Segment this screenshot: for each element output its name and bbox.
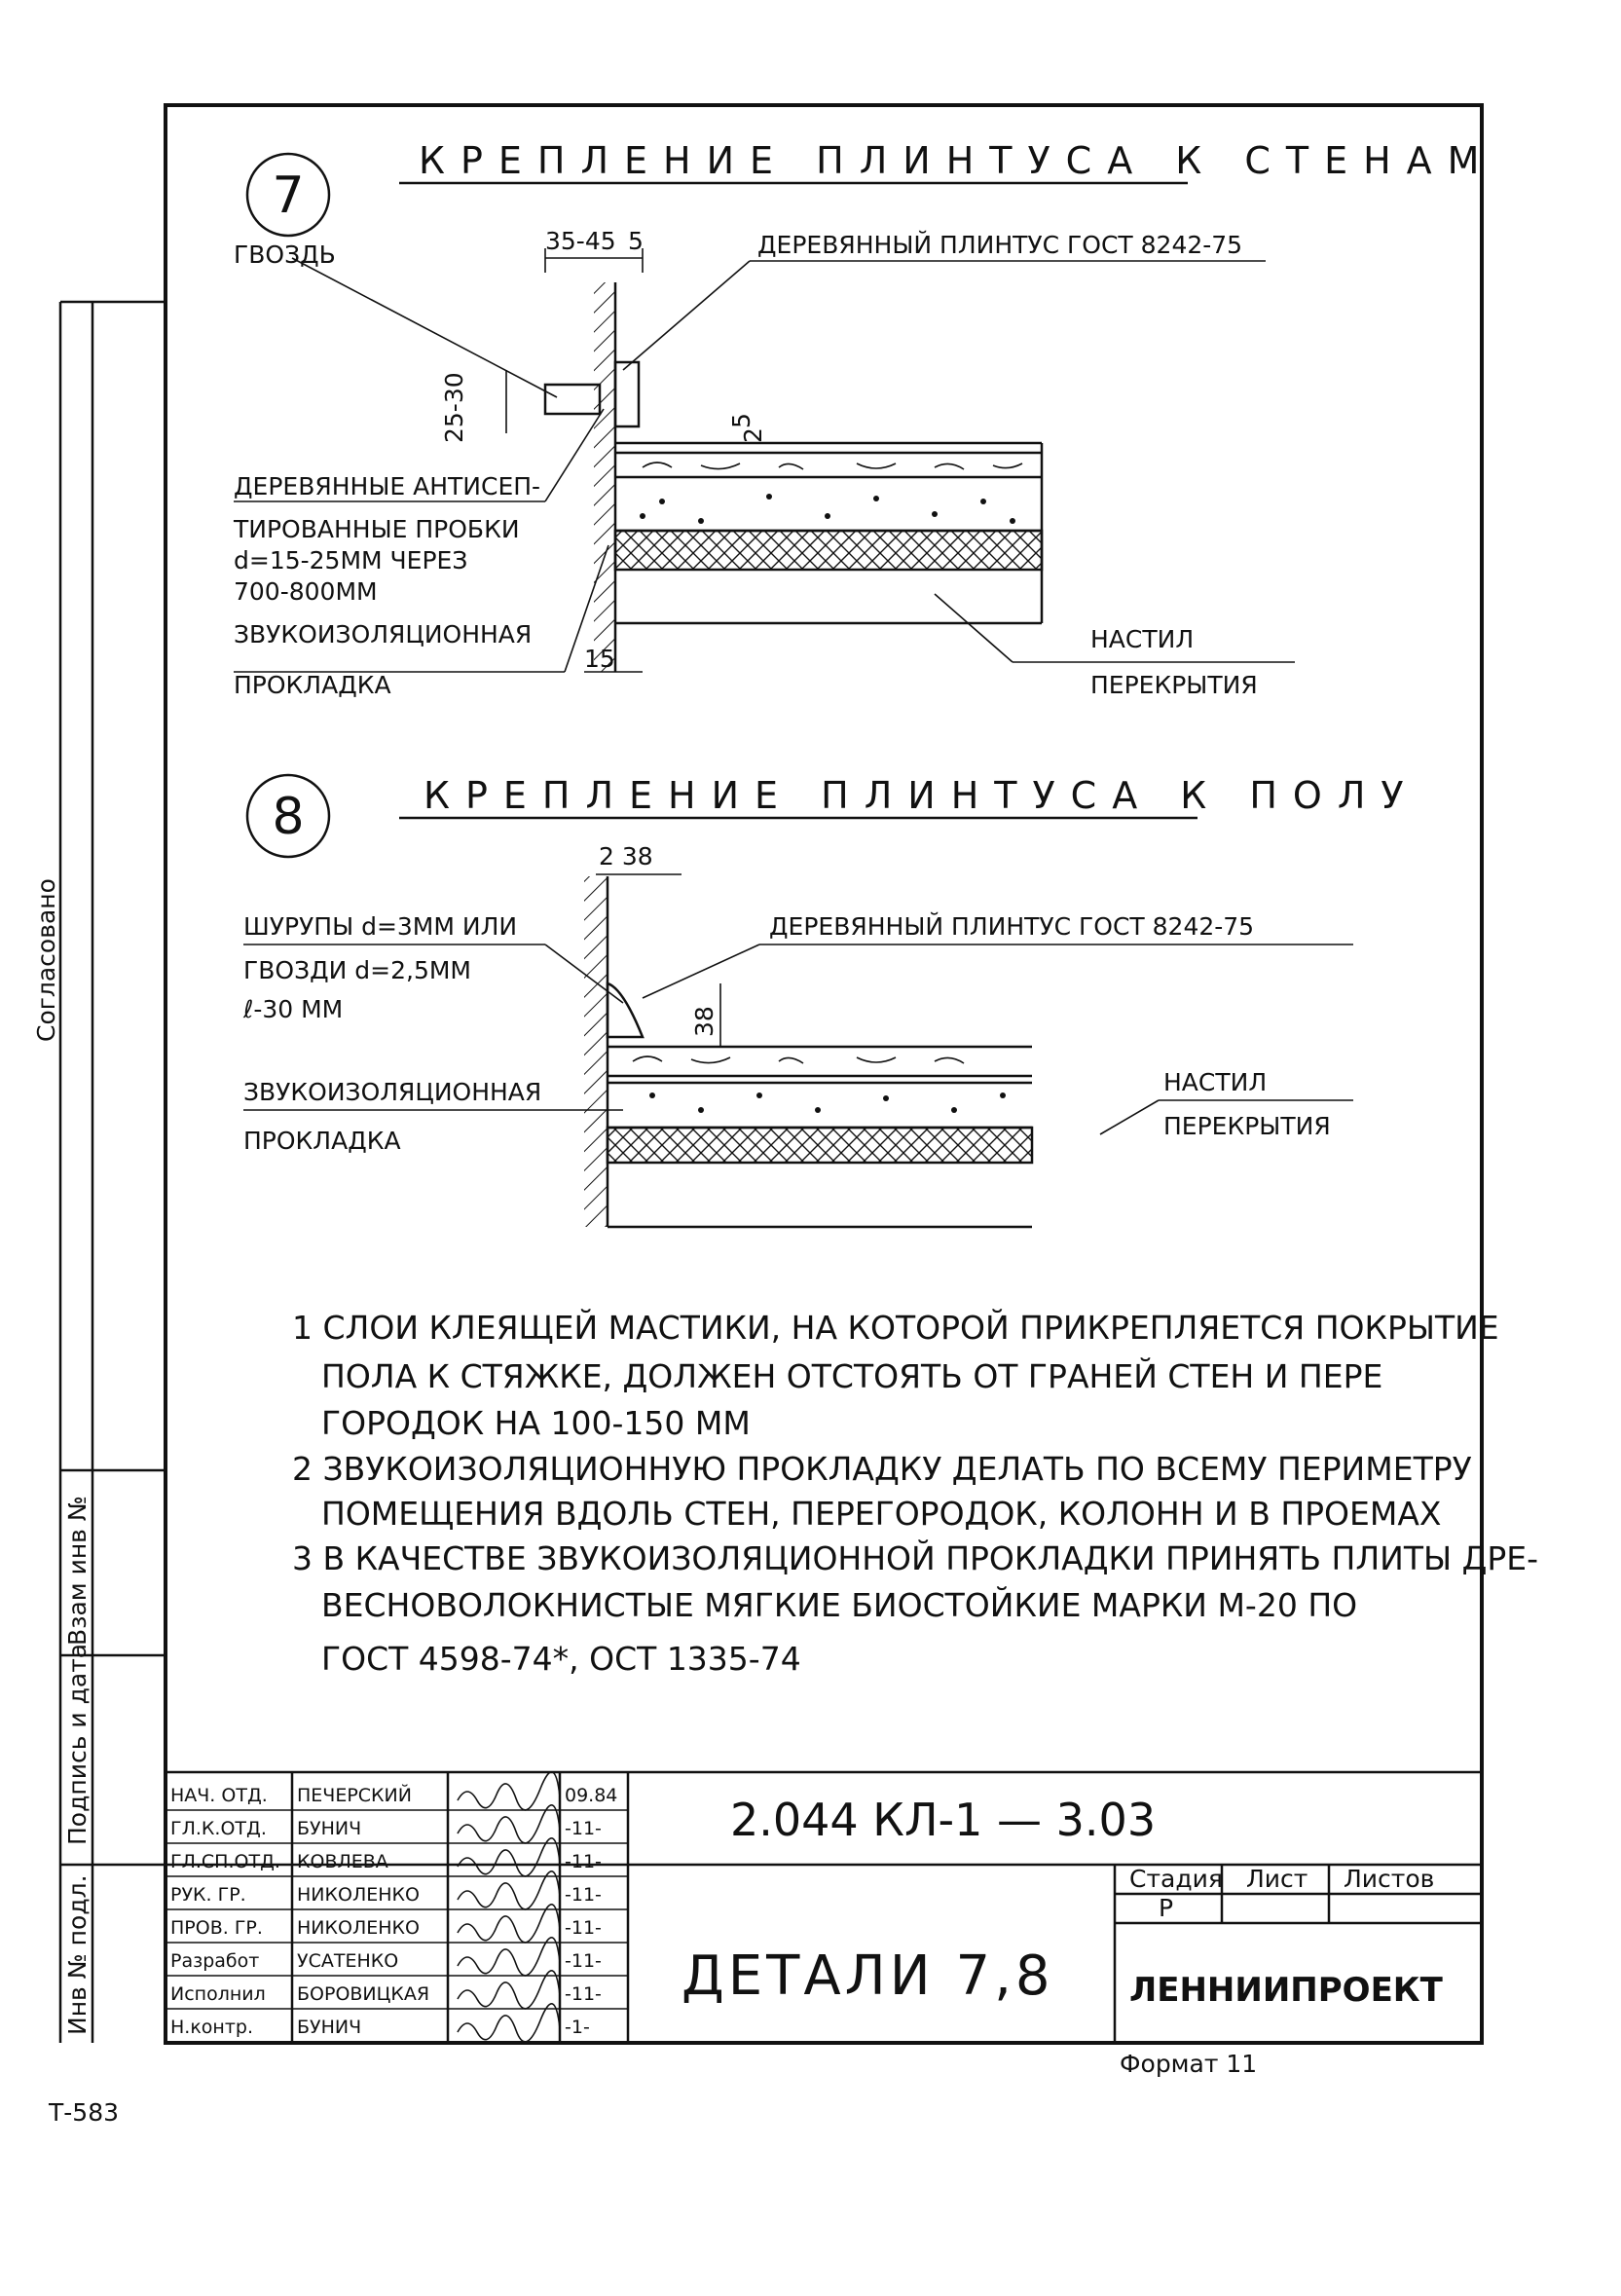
side-label-sign-date: Подпись и дата bbox=[63, 1643, 92, 1845]
plug-line: ДЕРЕВЯННЫЕ АНТИСЕП- bbox=[234, 472, 541, 500]
stamp-name: НИКОЛЕНКО bbox=[297, 1917, 420, 1939]
svg-text:5: 5 bbox=[727, 413, 755, 428]
floor-line: НАСТИЛ bbox=[1090, 625, 1195, 653]
baseboard-label-7: ДЕРЕВЯННЫЙ ПЛИНТУС ГОСТ 8242-75 bbox=[757, 231, 1243, 259]
stamp-date: 09.84 bbox=[565, 1785, 618, 1806]
detail-8 bbox=[242, 774, 1419, 1227]
format-label: Формат 11 bbox=[1120, 2050, 1258, 2078]
stamp-date: -11- bbox=[565, 1884, 602, 1906]
stage-header: Стадия bbox=[1129, 1865, 1223, 1893]
stamp-role: Н.контр. bbox=[170, 2017, 254, 2038]
document-code: 2.044 КЛ-1 — 3.03 bbox=[730, 1794, 1157, 1846]
note-line: ВЕСНОВОЛОКНИСТЫЕ МЯГКИЕ БИОСТОЙКИЕ МАРКИ М-20 ПО bbox=[321, 1586, 1358, 1624]
sheet-header: Лист bbox=[1246, 1865, 1308, 1893]
sheets-header: Листов bbox=[1344, 1865, 1435, 1893]
note-line: ПОЛА К СТЯЖКЕ, ДОЛЖЕН ОТСТОЯТЬ ОТ ГРАНЕЙ СТЕН И ПЕРЕ bbox=[321, 1357, 1383, 1395]
stamp-date: -11- bbox=[565, 1917, 602, 1939]
stamp-role: ГЛ.СП.ОТД. bbox=[170, 1851, 280, 1872]
stamp-role: НАЧ. ОТД. bbox=[170, 1785, 268, 1806]
detail-7-title: КРЕПЛЕНИЕ ПЛИНТУСА К СТЕНАМ bbox=[419, 139, 1495, 182]
sheet-title: ДЕТАЛИ 7,8 bbox=[682, 1944, 1054, 2008]
note-line: 2 ЗВУКОИЗОЛЯЦИОННУЮ ПРОКЛАДКУ ДЕЛАТЬ ПО ВСЕМУ ПЕРИМЕТРУ bbox=[292, 1450, 1472, 1488]
floor-section-8 bbox=[608, 1047, 1032, 1227]
side-label-inv-orig: Инв № подл. bbox=[63, 1874, 92, 2035]
nail-label: ГВОЗДЬ bbox=[234, 241, 336, 269]
stamp-date: -1- bbox=[565, 2017, 590, 2038]
floor-line: ПЕРЕКРЫТИЯ bbox=[1090, 671, 1258, 699]
baseboard-7 bbox=[615, 362, 639, 426]
note-line: ПОМЕЩЕНИЯ ВДОЛЬ СТЕН, ПЕРЕГОРОДОК, КОЛОНН И В ПРОЕМАХ bbox=[321, 1495, 1442, 1533]
wooden-plug bbox=[545, 385, 600, 414]
detail-7-number: 7 bbox=[272, 167, 305, 225]
detail-8-dim-top: 2 38 bbox=[599, 842, 653, 870]
floor-section-7 bbox=[615, 443, 1042, 623]
stamp-role: ПРОВ. ГР. bbox=[170, 1917, 263, 1939]
sheet-mark: Т-583 bbox=[49, 2098, 120, 2127]
side-label-swap-inv: Взам инв № bbox=[63, 1496, 92, 1646]
detail-7-dim-bottom: 15 bbox=[584, 645, 615, 673]
stamp-date: -11- bbox=[565, 1818, 602, 1839]
organization-name: ЛЕННИИПРОЕКТ bbox=[1129, 1971, 1443, 2010]
stamp-name: КОВЛЕВА bbox=[297, 1851, 388, 1872]
note-line: 1 СЛОИ КЛЕЯЩЕЙ МАСТИКИ, НА КОТОРОЙ ПРИКРЕПЛЯЕТСЯ ПОКРЫТИЕ bbox=[292, 1309, 1499, 1347]
stamp-date: -11- bbox=[565, 1983, 602, 2005]
detail-7-dim-vertical: 25-30 bbox=[440, 372, 468, 443]
gasket-line: ПРОКЛАДКА bbox=[243, 1127, 401, 1155]
detail-7-dim-top: 35-45 bbox=[545, 227, 616, 255]
note-line: ГОРОДОК НА 100-150 ММ bbox=[321, 1404, 751, 1442]
floor-line: НАСТИЛ bbox=[1163, 1068, 1268, 1096]
note-line: ГОСТ 4598-74*, ОСТ 1335-74 bbox=[321, 1640, 801, 1678]
note-line: 3 В КАЧЕСТВЕ ЗВУКОИЗОЛЯЦИОННОЙ ПРОКЛАДКИ ПРИНЯТЬ ПЛИТЫ ДРЕ- bbox=[292, 1539, 1539, 1577]
gasket-line: ПРОКЛАДКА bbox=[234, 671, 391, 699]
svg-text:2: 2 bbox=[739, 427, 767, 443]
svg-text:5: 5 bbox=[628, 227, 644, 255]
stage-value: Р bbox=[1159, 1894, 1174, 1922]
stamp-role: ГЛ.К.ОТД. bbox=[170, 1818, 267, 1839]
detail-8-number: 8 bbox=[272, 788, 305, 846]
title-block bbox=[166, 1772, 1482, 2043]
screw-line: ШУРУПЫ d=3ММ ИЛИ bbox=[243, 912, 518, 941]
baseboard-8 bbox=[608, 983, 643, 1037]
plug-line: d=15-25ММ ЧЕРЕЗ bbox=[234, 546, 468, 574]
stamp-name: УСАТЕНКО bbox=[297, 1950, 399, 1972]
detail-8-title: КРЕПЛЕНИЕ ПЛИНТУСА К ПОЛУ bbox=[424, 774, 1419, 817]
screw-line: ℓ-30 ММ bbox=[243, 995, 344, 1023]
plug-line: 700-800ММ bbox=[234, 577, 378, 606]
stamp-name: ПЕЧЕРСКИЙ bbox=[297, 1785, 412, 1806]
stamp-name: НИКОЛЕНКО bbox=[297, 1884, 420, 1906]
detail-8-dim-vertical: 38 bbox=[690, 1006, 718, 1037]
signature bbox=[458, 1772, 560, 1810]
detail-7 bbox=[233, 139, 1494, 699]
screw-line: ГВОЗДИ d=2,5ММ bbox=[243, 956, 471, 984]
stamp-name: БОРОВИЦКАЯ bbox=[297, 1983, 430, 2005]
stamp-role: Разработ bbox=[170, 1950, 260, 1972]
stamp-role: Исполнил bbox=[170, 1983, 266, 2005]
stamp-name: БУНИЧ bbox=[297, 1818, 362, 1839]
gasket-line: ЗВУКОИЗОЛЯЦИОННАЯ bbox=[234, 620, 533, 648]
baseboard-label-8: ДЕРЕВЯННЫЙ ПЛИНТУС ГОСТ 8242-75 bbox=[769, 912, 1255, 941]
drawing-frame bbox=[166, 105, 1482, 2043]
side-label-agreed: Согласовано bbox=[32, 878, 60, 1042]
gasket-line: ЗВУКОИЗОЛЯЦИОННАЯ bbox=[243, 1078, 542, 1106]
floor-line: ПЕРЕКРЫТИЯ bbox=[1163, 1112, 1331, 1140]
stamp-name: БУНИЧ bbox=[297, 2017, 362, 2038]
stamp-date: -11- bbox=[565, 1851, 602, 1872]
stamp-role: РУК. ГР. bbox=[170, 1884, 246, 1906]
stamp-date: -11- bbox=[565, 1950, 602, 1972]
notes-block bbox=[292, 1308, 1538, 1678]
plug-line: ТИРОВАННЫЕ ПРОБКИ bbox=[234, 515, 520, 543]
